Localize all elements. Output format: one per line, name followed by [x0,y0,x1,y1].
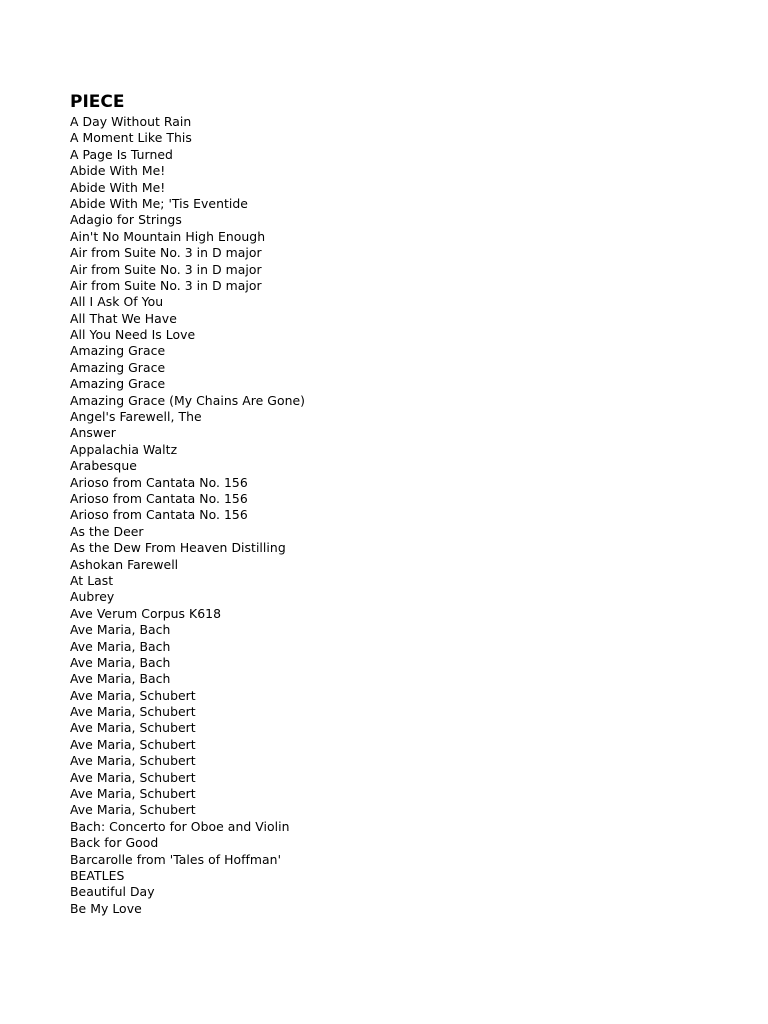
piece-item: Arabesque [70,458,137,474]
piece-item: All That We Have [70,310,177,326]
piece-item: Answer [70,425,116,441]
piece-item: Ave Maria, Schubert [70,720,196,736]
piece-item: All You Need Is Love [70,327,196,343]
piece-item: Aubrey [70,589,115,605]
piece-item: Arioso from Cantata No. 156 [70,507,248,523]
piece-item: Ave Maria, Bach [70,671,171,687]
piece-item: All I Ask Of You [70,294,164,310]
column-heading: PIECE [70,92,125,112]
piece-item: A Page Is Turned [70,146,173,162]
piece-item: Ave Maria, Schubert [70,687,196,703]
piece-item: Barcarolle from 'Tales of Hoffman' [70,851,282,867]
piece-item: Amazing Grace [70,359,166,375]
piece-item: Ashokan Farewell [70,556,179,572]
piece-item: Abide With Me; 'Tis Eventide [70,195,248,211]
piece-item: As the Dew From Heaven Distilling [70,540,286,556]
piece-item: Ave Maria, Schubert [70,753,196,769]
piece-item: Be My Love [70,900,142,916]
piece-item: Abide With Me! [70,163,166,179]
piece-item: Ave Maria, Schubert [70,786,196,802]
piece-item: Ave Maria, Bach [70,638,171,654]
piece-item: Abide With Me! [70,179,166,195]
piece-item: Bach: Concerto for Oboe and Violin [70,818,290,834]
piece-item: Beautiful Day [70,884,155,900]
piece-item: Arioso from Cantata No. 156 [70,474,248,490]
piece-item: At Last [70,572,114,588]
piece-item: Air from Suite No. 3 in D major [70,277,262,293]
piece-item: Ain't No Mountain High Enough [70,228,266,244]
piece-item: Adagio for Strings [70,212,182,228]
piece-item: Amazing Grace [70,376,166,392]
piece-item: A Day Without Rain [70,114,192,129]
piece-item: Appalachia Waltz [70,441,178,457]
piece-list [70,114,305,917]
piece-item: Amazing Grace [70,343,166,359]
piece-item: Amazing Grace (My Chains Are Gone) [70,392,306,408]
piece-item: Ave Maria, Schubert [70,704,196,720]
piece-item: Ave Maria, Schubert [70,736,196,752]
piece-item: Angel's Farewell, The [70,409,202,425]
piece-item: Ave Maria, Bach [70,622,171,638]
piece-item: A Moment Like This [70,130,192,146]
piece-item: Arioso from Cantata No. 156 [70,490,248,506]
piece-item: Ave Maria, Bach [70,654,171,670]
piece-item: As the Deer [70,523,144,539]
piece-item: Ave Maria, Schubert [70,769,196,785]
piece-item: Air from Suite No. 3 in D major [70,245,262,261]
piece-item: Back for Good [70,835,159,851]
piece-item: Ave Verum Corpus K618 [70,605,222,621]
piece-item: BEATLES [70,867,125,883]
piece-item: Ave Maria, Schubert [70,802,196,818]
piece-item: Air from Suite No. 3 in D major [70,261,262,277]
